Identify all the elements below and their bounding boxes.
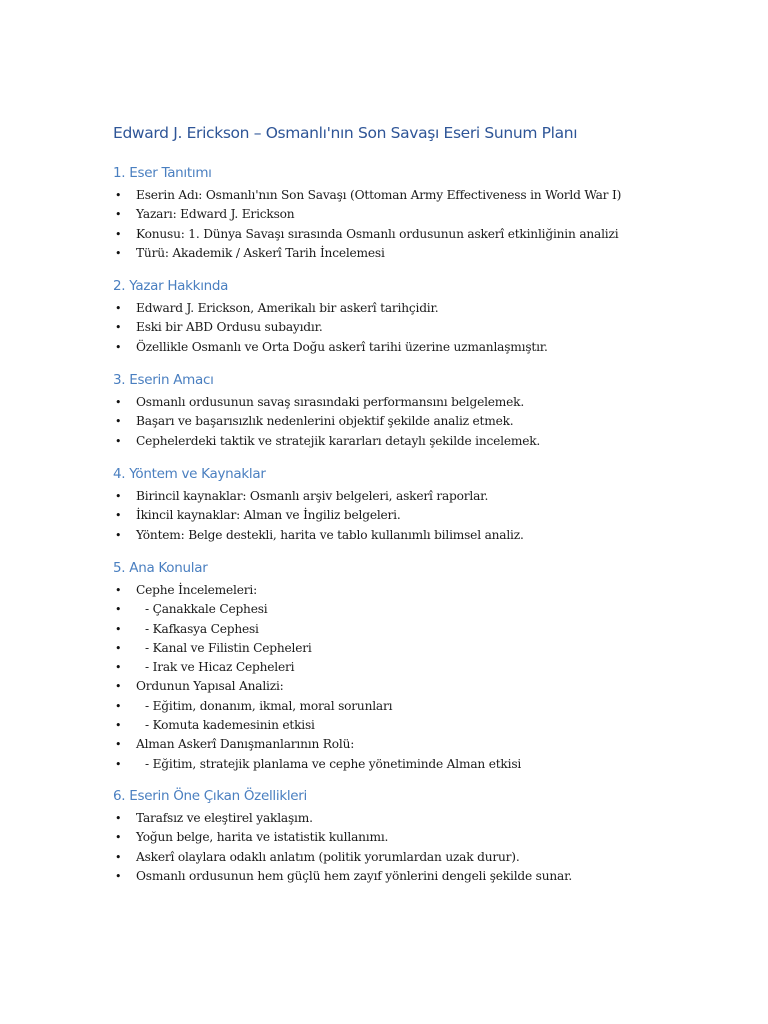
list-item: • Yöntem: Belge destekli, harita ve tablo kullanımlı bilimsel analiz.	[113, 526, 524, 545]
section-heading: 2. Yazar Hakkında	[113, 278, 229, 294]
section-heading: 1. Eser Tanıtımı	[113, 165, 212, 181]
bullet-icon: •	[115, 227, 122, 241]
bullet-icon: •	[115, 340, 122, 354]
list-item: • İkincil kaynaklar: Alman ve İngiliz belgeleri.	[113, 506, 524, 525]
section-eserin-amaci	[113, 369, 540, 451]
bullet-icon: •	[115, 850, 122, 864]
bullet-icon: •	[115, 321, 122, 335]
list-item: • Cephelerdeki taktik ve stratejik kararları detaylı şekilde incelemek.	[113, 432, 540, 451]
section-eser-tanitimi	[113, 162, 621, 263]
list-item: • Yoğun belge, harita ve istatistik kullanımı.	[113, 828, 572, 847]
list-item: • Özellikle Osmanlı ve Orta Doğu askerî tarihi üzerine uzmanlaşmıştır.	[113, 338, 548, 357]
bullet-icon: •	[115, 189, 122, 202]
list-item: • - Kanal ve Filistin Cepheleri	[113, 639, 521, 658]
bullet-icon: •	[115, 757, 122, 771]
section-heading: 3. Eserin Amacı	[113, 372, 214, 388]
list-item: • Türü: Akademik / Askerî Tarih İncelemesi	[113, 244, 621, 263]
list-item: • Eski bir ABD Ordusu subayıdır.	[113, 318, 548, 337]
list-item: • Cephe İncelemeleri:	[113, 581, 521, 600]
bullet-list	[113, 487, 524, 545]
list-item: • Edward J. Erickson, Amerikalı bir askerî tarihçidir.	[113, 299, 548, 318]
list-item: • - Çanakkale Cephesi	[113, 600, 521, 619]
document-title: Edward J. Erickson – Osmanlı'nın Son Savaşı Eseri Sunum Planı	[113, 124, 578, 142]
bullet-icon: •	[115, 869, 122, 883]
bullet-icon: •	[115, 738, 122, 752]
list-item: • - Komuta kademesinin etkisi	[113, 716, 521, 735]
bullet-icon: •	[115, 396, 122, 409]
bullet-icon: •	[115, 509, 122, 523]
list-item: • Ordunun Yapısal Analizi:	[113, 677, 521, 696]
bullet-icon: •	[115, 831, 122, 845]
bullet-icon: •	[115, 641, 122, 655]
bullet-icon: •	[115, 434, 122, 448]
bullet-icon: •	[115, 603, 122, 617]
list-item: • Osmanlı ordusunun hem güçlü hem zayıf yönlerini dengeli şekilde sunar.	[113, 867, 572, 886]
bullet-list	[113, 581, 521, 774]
section-yontem-ve-kaynaklar	[113, 463, 524, 545]
section-heading: 5. Ana Konular	[113, 560, 208, 576]
list-item: • Konusu: 1. Dünya Savaşı sırasında Osmanlı ordusunun askerî etkinliğinin analizi	[113, 225, 621, 244]
bullet-icon: •	[115, 528, 122, 542]
bullet-list	[113, 186, 621, 263]
list-item: • - Eğitim, stratejik planlama ve cephe yönetiminde Alman etkisi	[113, 755, 521, 774]
list-item: • - Irak ve Hicaz Cepheleri	[113, 658, 521, 677]
list-item: • Osmanlı ordusunun savaş sırasındaki performansını belgelemek.	[113, 393, 540, 412]
list-item: • Alman Askerî Danışmanlarının Rolü:	[113, 735, 521, 754]
list-item: • - Kafkasya Cephesi	[113, 620, 521, 639]
bullet-icon: •	[115, 680, 122, 694]
list-item: • Askerî olaylara odaklı anlatım (politik yorumlardan uzak durur).	[113, 848, 572, 867]
list-item: • Birincil kaynaklar: Osmanlı arşiv belgeleri, askerî raporlar.	[113, 487, 524, 506]
bullet-icon: •	[115, 302, 122, 315]
bullet-icon: •	[115, 812, 122, 825]
bullet-icon: •	[115, 415, 122, 429]
bullet-icon: •	[115, 661, 122, 675]
section-ana-konular	[113, 557, 521, 774]
bullet-icon: •	[115, 622, 122, 636]
list-item: • Eserin Adı: Osmanlı'nın Son Savaşı (Ottoman Army Effectiveness in World War I)	[113, 186, 621, 205]
list-item: • Yazarı: Edward J. Erickson	[113, 205, 621, 224]
bullet-icon: •	[115, 699, 122, 713]
section-yazar-hakkinda	[113, 275, 548, 357]
list-item: • - Eğitim, donanım, ikmal, moral sorunları	[113, 697, 521, 716]
section-heading: 6. Eserin Öne Çıkan Özellikleri	[113, 788, 307, 804]
bullet-icon: •	[115, 246, 122, 260]
bullet-icon: •	[115, 208, 122, 222]
bullet-list	[113, 809, 572, 886]
bullet-list	[113, 299, 548, 357]
section-one-cikan-ozellikler	[113, 785, 572, 886]
list-item: • Başarı ve başarısızlık nedenlerini objektif şekilde analiz etmek.	[113, 412, 540, 431]
section-heading: 4. Yöntem ve Kaynaklar	[113, 466, 266, 482]
bullet-icon: •	[115, 584, 122, 597]
bullet-list	[113, 393, 540, 451]
bullet-icon: •	[115, 490, 122, 503]
list-item: • Tarafsız ve eleştirel yaklaşım.	[113, 809, 572, 828]
bullet-icon: •	[115, 719, 122, 733]
